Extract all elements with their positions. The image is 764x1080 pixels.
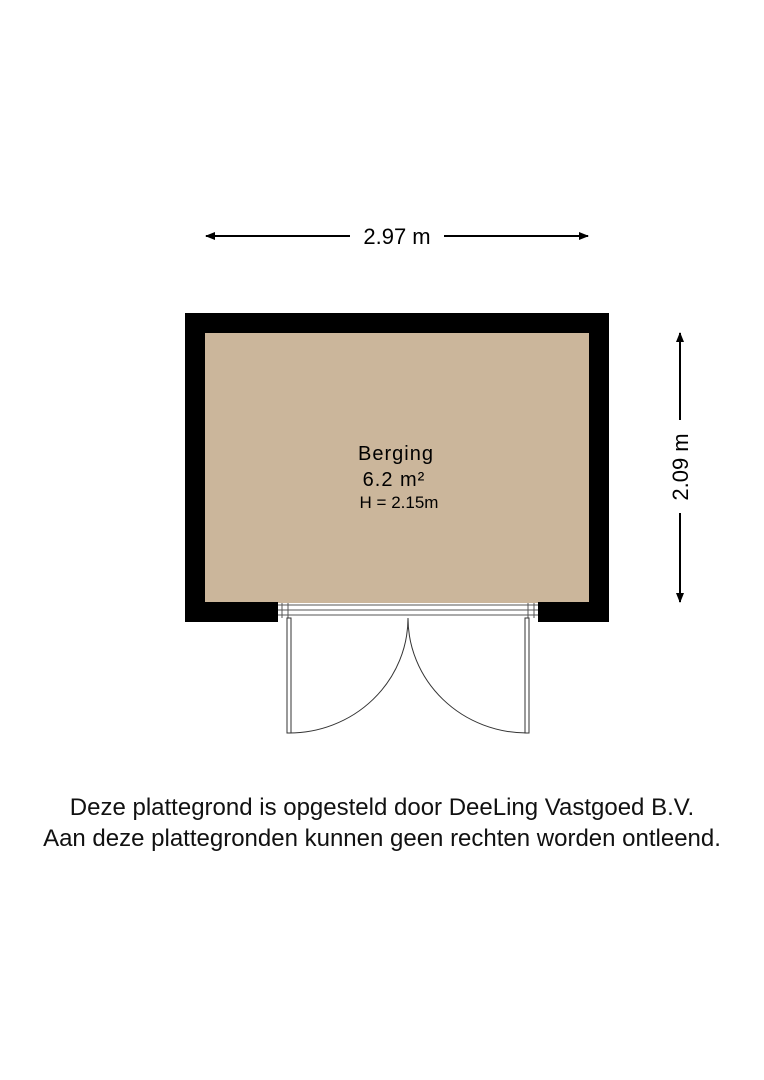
wall-top [185,313,609,333]
wall-bottom-left [185,602,278,622]
room-area: 6.2 m² [362,469,426,491]
height-dimension [668,333,693,602]
room-berging [185,313,609,733]
door-leaf-left [287,618,408,733]
wall-left [185,313,205,622]
wall-right [589,313,609,622]
door-threshold [278,603,538,619]
width-dimension-label: 2.97 m [363,224,431,249]
door-leaf-right [408,618,529,733]
room-floor [195,323,598,611]
wall-bottom-right [538,602,609,622]
disclaimer-line-1: Deze plattegrond is opgesteld door DeeLing Vastgoed B.V. [69,794,695,821]
width-dimension [206,224,588,249]
height-dimension-label: 2.09 m [668,433,693,501]
room-height: H = 2.15m [359,493,439,512]
disclaimer-line-2: Aan deze plattegronden kunnen geen rechten worden ontleend. [43,825,721,852]
room-name: Berging [358,443,434,465]
